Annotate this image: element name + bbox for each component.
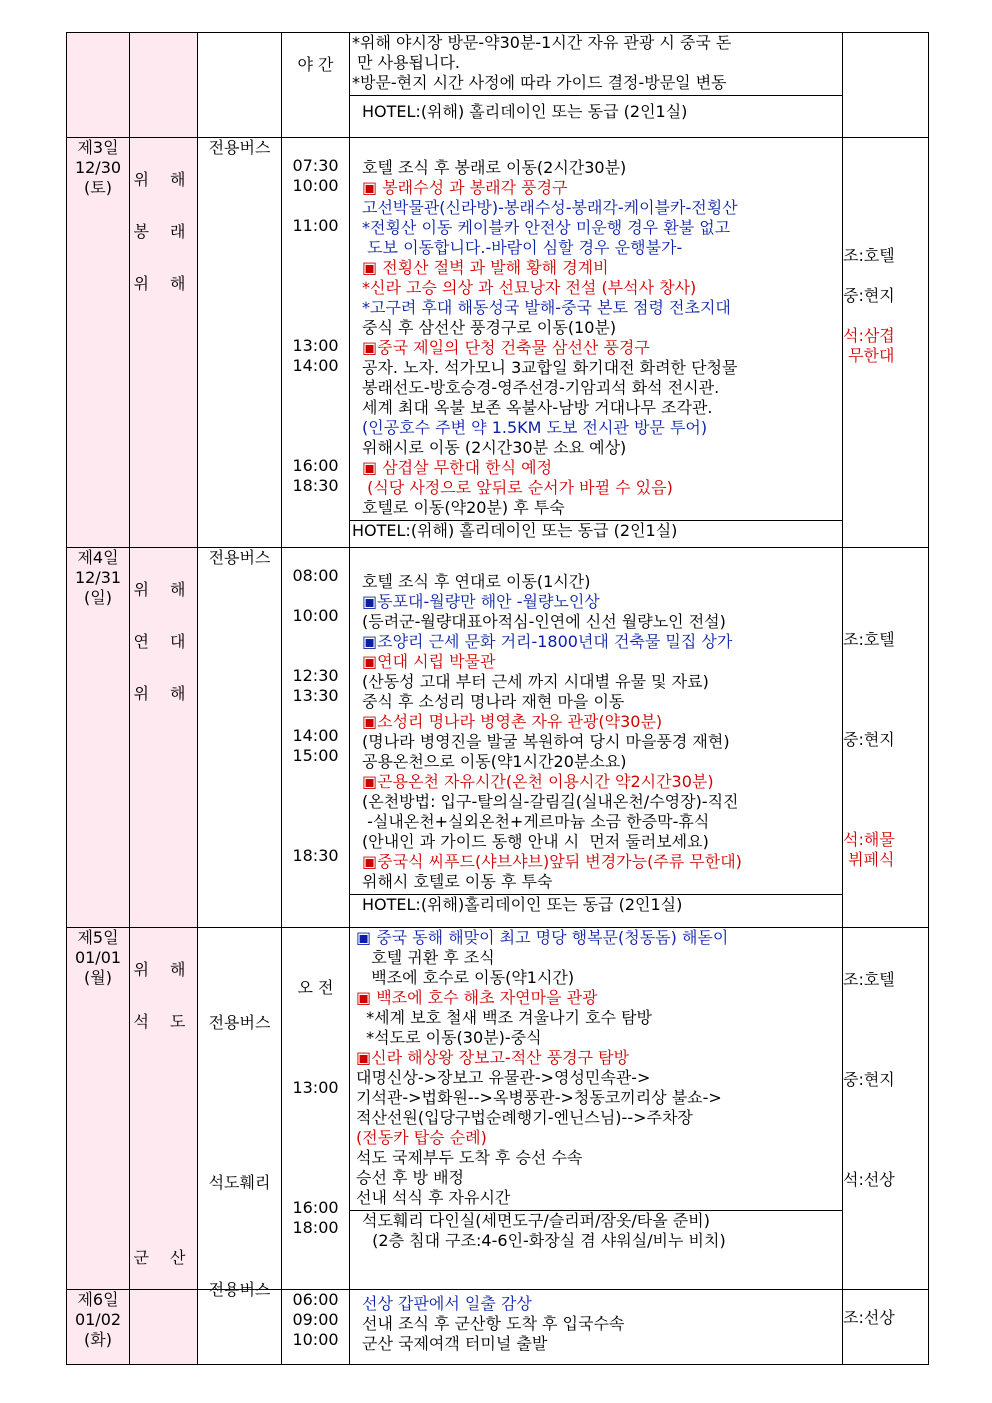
- schedule-item: 호텔로 이동(약20분) 후 투숙: [362, 498, 565, 517]
- time-slot: [282, 436, 349, 456]
- hotel-info-note: (2층 침대 구조:4-6인-화장실 겸 샤워실/비누 비치): [362, 1231, 726, 1250]
- time-slot: [282, 958, 349, 978]
- schedule-item: 호텔 조식 후 봉래로 이동(2시간30분): [362, 158, 627, 177]
- hotel-info: HOTEL:(위해)홀리데이인 또는 동급 (2인1실): [350, 894, 842, 915]
- schedule-item: (등려군-월량대표아적심-인연에 신선 월량노인 전설): [362, 612, 726, 631]
- schedule-item: 공자. 노자. 석가모니 3교합일 화기대전 화려한 단청물: [362, 358, 738, 377]
- meal-item: 석:선상: [843, 1170, 895, 1189]
- day-label-line: 01/02: [74, 1310, 122, 1329]
- meal-cell: [843, 1290, 929, 1365]
- city-cell: [130, 928, 198, 1290]
- schedule-item: 세계 최대 옥불 보존 옥불사-남방 거대나무 조각관.: [362, 398, 713, 417]
- transport-label-ferry: 석도훼리: [208, 1173, 271, 1192]
- time-slot: [282, 1138, 349, 1158]
- schedule-item: 봉래선도-방호승경-영주선경-기암괴석 화석 전시관.: [362, 378, 720, 397]
- time-slot: 06:00: [292, 1290, 339, 1309]
- time-slot: [282, 396, 349, 416]
- meal-cell: [843, 548, 929, 928]
- meal-item: 조:호텔: [843, 630, 895, 649]
- schedule-item: -실내온천+실외온천+게르마늄 소금 한증막-휴식: [362, 812, 710, 831]
- schedule-item: 선상 갑판에서 일출 감상: [362, 1294, 532, 1313]
- day-label-line: 12/30: [74, 158, 122, 177]
- time-slot: [282, 826, 349, 846]
- time-slot: 13:00: [292, 1078, 339, 1097]
- schedule-item: 위해시로 이동 (2시간30분 소요 예상): [362, 438, 627, 457]
- time-slot: 16:00: [292, 1198, 339, 1217]
- time-slot: 10:00: [292, 176, 339, 195]
- schedule-item: (명나라 병영진을 발굴 복원하여 당시 마을풍경 재현): [362, 732, 730, 751]
- time-slot: 14:00: [292, 356, 339, 375]
- transport-cell: [198, 33, 282, 138]
- transport-cell: [198, 928, 282, 1290]
- time-slot: [282, 766, 349, 786]
- meal-item: 중:현지: [843, 286, 895, 305]
- schedule-item: ▣신라 해상왕 장보고-적산 풍경구 탐방: [356, 1048, 630, 1067]
- time-slot: 10:00: [292, 606, 339, 625]
- meal-item: 뷔페식: [843, 850, 895, 869]
- city-name: 석 도: [133, 1012, 194, 1031]
- time-cell: [282, 1290, 350, 1365]
- day-row: [67, 548, 929, 928]
- time-slot: 11:00: [292, 216, 339, 235]
- meal-item: 조:호텔: [843, 246, 895, 265]
- schedule-list: [350, 1290, 842, 1354]
- day-label-line: 제3일: [77, 138, 119, 157]
- hotel-info: HOTEL:(위해) 홀리데이인 또는 동급 (2인1실): [350, 520, 842, 541]
- day-row: [67, 33, 929, 138]
- schedule-item: *위해 야시장 방문-약30분-1시간 자유 관광 시 중국 돈: [352, 33, 732, 52]
- schedule-list: [350, 928, 842, 1208]
- day-label-line: 제4일: [77, 548, 119, 567]
- schedule-item: ▣연대 시립 박물관: [362, 652, 496, 671]
- time-slot: [282, 196, 349, 216]
- day-label-line: 12/31: [74, 568, 122, 587]
- time-slot: [282, 786, 349, 806]
- time-slot: 18:30: [292, 476, 339, 495]
- meal-cell: [843, 138, 929, 548]
- time-slot: 야 간: [297, 55, 334, 74]
- meal-item: 조:호텔: [843, 970, 895, 989]
- time-slot: 오 전: [297, 978, 334, 997]
- schedule-item: 위해시 호텔로 이동 후 투숙: [362, 872, 553, 891]
- time-slot: 07:30: [292, 156, 339, 175]
- city-cell: [130, 138, 198, 548]
- time-slot: 08:00: [292, 566, 339, 585]
- city-name: 군 산: [133, 1248, 194, 1267]
- schedule-item: 고선박물관(신라방)-봉래수성-봉래각-케이블카-전횡산: [362, 198, 738, 217]
- city-name: 위 해: [133, 684, 194, 703]
- time-slot: [282, 1178, 349, 1198]
- schedule-cell: [350, 33, 843, 138]
- schedule-item: *세계 보호 철새 백조 겨울나기 호수 탐방: [356, 1008, 652, 1027]
- transport-label: 전용버스: [208, 548, 271, 567]
- time-cell: [282, 33, 350, 138]
- time-cell: [282, 138, 350, 548]
- time-slot: [282, 706, 349, 726]
- transport-label: 전용버스: [208, 1280, 271, 1299]
- time-slot: 16:00: [292, 456, 339, 475]
- day-cell: [67, 548, 130, 928]
- meal-item: 중:현지: [843, 730, 895, 749]
- time-cell: [282, 928, 350, 1290]
- schedule-cell: [350, 548, 843, 928]
- day-cell: [67, 928, 130, 1290]
- schedule-item: *방문-현지 시간 사정에 따라 가이드 결정-방문일 변동: [352, 73, 727, 92]
- schedule-item: ▣동포대-월량만 해안 -월량노인상: [362, 592, 600, 611]
- city-cell: [130, 1248, 198, 1365]
- meal-item: 석:해물: [843, 830, 895, 849]
- time-slot: 12:30: [292, 666, 339, 685]
- time-slot: [282, 236, 349, 256]
- schedule-item: ▣소성리 명나라 병영촌 자유 관광(약30분): [362, 712, 663, 731]
- schedule-item: ▣중국 제일의 단청 건축물 삼선산 풍경구: [362, 338, 650, 357]
- schedule-item: ▣ 봉래수성 과 봉래각 풍경구: [362, 178, 568, 197]
- schedule-item: (인공호수 주변 약 1.5KM 도보 전시관 방문 투어): [362, 418, 708, 437]
- time-slot: [282, 938, 349, 958]
- schedule-item: (식당 사정으로 앞뒤로 순서가 바뀔 수 있음): [362, 478, 673, 497]
- time-slot: [282, 256, 349, 276]
- schedule-item: *신라 고승 의상 과 선묘낭자 전설 (부석사 창사): [362, 278, 697, 297]
- schedule-item: 석도 국제부두 도착 후 승선 수속: [356, 1148, 583, 1167]
- schedule-item: 선내 조식 후 군산항 도착 후 입국수속: [362, 1314, 625, 1333]
- schedule-item: 중식 후 소성리 명나라 재현 마을 이동: [362, 692, 625, 711]
- schedule-item: ▣곤용온천 자유시간(온천 이용시간 약2시간30분): [362, 772, 714, 791]
- time-slot: [282, 1018, 349, 1038]
- time-slot: [282, 646, 349, 666]
- time-slot: 18:30: [292, 846, 339, 865]
- meal-item: 조:선상: [843, 1308, 895, 1327]
- day-row: [67, 928, 929, 1290]
- time-slot: [282, 586, 349, 606]
- schedule-item: 호텔 귀환 후 조식: [356, 948, 495, 967]
- schedule-item: ▣ 백조에 호수 해초 자연마을 관광: [356, 988, 598, 1007]
- hotel-info: HOTEL:(위해) 홀리데이인 또는 동급 (2인1실): [350, 95, 842, 128]
- schedule-item: *전횡산 이동 케이블카 안전상 미운행 경우 환불 없고: [362, 218, 731, 237]
- transport-label: 전용버스: [208, 1013, 271, 1032]
- schedule-item: ▣ 중국 동해 해맞이 최고 명당 행복문(청동돔) 해돋이: [356, 928, 729, 947]
- schedule-item: ▣중국식 씨푸드(샤브샤브)앞뒤 변경가능(주류 무한대): [362, 852, 742, 871]
- meal-cell: [843, 928, 929, 1290]
- schedule-item: (산동성 고대 부터 근세 까지 시대별 유물 및 자료): [362, 672, 709, 691]
- city-name: 위 해: [133, 274, 194, 293]
- schedule-cell: [350, 1290, 843, 1365]
- schedule-item: 호텔 조식 후 연대로 이동(1시간): [362, 572, 591, 591]
- time-slot: [282, 1098, 349, 1118]
- time-slot: [282, 276, 349, 296]
- day-label-line: 제6일: [77, 1290, 119, 1309]
- schedule-item: 백조에 호수로 이동(약1시간): [356, 968, 575, 987]
- schedule-item: 승선 후 방 배정: [356, 1168, 464, 1187]
- schedule-item: 군산 국제여객 터미널 출발: [362, 1334, 548, 1353]
- city-name: 위 해: [133, 580, 194, 599]
- schedule-item: (전동카 탑승 순례): [356, 1128, 487, 1147]
- day-label-line: (월): [84, 968, 112, 987]
- time-slot: [282, 1038, 349, 1058]
- hotel-info: 석도훼리 다인실(세면도구/슬리퍼/잠옷/타올 준비): [350, 1210, 842, 1231]
- day-row: [67, 138, 929, 548]
- schedule-item: 기석관->법화원-->옥병풍관->청동코끼리상 불쇼->: [356, 1088, 722, 1107]
- city-cell: [130, 548, 198, 928]
- time-slot: 13:00: [292, 336, 339, 355]
- schedule-item: (안내인 과 가이드 동행 안내 시 먼저 둘러보세요): [362, 832, 709, 851]
- time-slot: 15:00: [292, 746, 339, 765]
- meal-cell: [843, 33, 929, 138]
- transport-cell: [198, 1280, 282, 1365]
- itinerary-body: [67, 33, 929, 1365]
- schedule-item: 대명신상->장보고 유물관->영성민속관->: [356, 1068, 651, 1087]
- time-slot: [282, 806, 349, 826]
- schedule-list: [350, 548, 842, 892]
- time-slot: [282, 626, 349, 646]
- schedule-item: 적산선원(입당구법순례행기-엔닌스님)-->주차장: [356, 1108, 693, 1127]
- city-name: 연 대: [133, 632, 194, 651]
- schedule-item: *고구려 후대 해동성국 발해-중국 본토 점령 전초지대: [362, 298, 731, 317]
- time-slot: [282, 998, 349, 1018]
- time-slot: 09:00: [292, 1310, 339, 1329]
- city-name: 봉 래: [133, 222, 194, 241]
- itinerary-table: [66, 32, 929, 1365]
- schedule-list: [350, 33, 842, 93]
- schedule-item: *석도로 이동(30분)-중식: [356, 1028, 542, 1047]
- time-slot: [282, 416, 349, 436]
- day-cell: [67, 33, 130, 138]
- time-cell: [282, 548, 350, 928]
- transport-cell: [198, 138, 282, 548]
- meal-item: 석:삼겹: [843, 326, 895, 345]
- time-slot: 10:00: [292, 1330, 339, 1349]
- day-label-line: 제5일: [77, 928, 119, 947]
- day-label-line: (토): [84, 178, 112, 197]
- time-slot: 14:00: [292, 726, 339, 745]
- schedule-item: (온천방법: 입구-탈의실-갈림길(실내온천/수영장)-직진: [362, 792, 739, 811]
- time-slot: [282, 1118, 349, 1138]
- city-name: 위 해: [133, 960, 194, 979]
- day-row: [67, 1290, 929, 1365]
- schedule-item: 선내 석식 후 자유시간: [356, 1188, 511, 1207]
- day-label-line: (일): [84, 588, 112, 607]
- transport-cell: [198, 548, 282, 928]
- day-label-line: 01/01: [74, 948, 122, 967]
- time-slot: [282, 1158, 349, 1178]
- time-slot: [282, 296, 349, 316]
- transport-label: 전용버스: [208, 138, 271, 157]
- schedule-item: ▣ 전횡산 절벽 과 발해 황해 경계비: [362, 258, 609, 277]
- meal-item: 무한대: [843, 346, 895, 365]
- schedule-cell: [350, 138, 843, 548]
- day-cell: [67, 138, 130, 548]
- time-slot: 18:00: [292, 1218, 339, 1237]
- time-slot: [282, 376, 349, 396]
- time-slot: [282, 316, 349, 336]
- city-name: 위 해: [133, 170, 194, 189]
- schedule-item: 만 사용됩니다.: [352, 53, 460, 72]
- city-cell: [130, 33, 198, 138]
- schedule-item: ▣ 삼겹살 무한대 한식 예정: [362, 458, 553, 477]
- meal-item: 중:현지: [843, 1070, 895, 1089]
- day-label-line: (화): [84, 1330, 112, 1349]
- time-slot: 13:30: [292, 686, 339, 705]
- schedule-list: [350, 138, 842, 518]
- time-slot: [282, 1058, 349, 1078]
- schedule-cell: [350, 928, 843, 1290]
- schedule-item: ▣조양리 근세 문화 거리-1800년대 건축물 밀집 상가: [362, 632, 733, 651]
- schedule-item: 공용온천으로 이동(약1시간20분소요): [362, 752, 627, 771]
- day-cell: [67, 1290, 130, 1365]
- schedule-item: 도보 이동합니다.-바람이 심할 경우 운행불가-: [362, 238, 683, 257]
- schedule-item: 중식 후 삼선산 풍경구로 이동(10분): [362, 318, 617, 337]
